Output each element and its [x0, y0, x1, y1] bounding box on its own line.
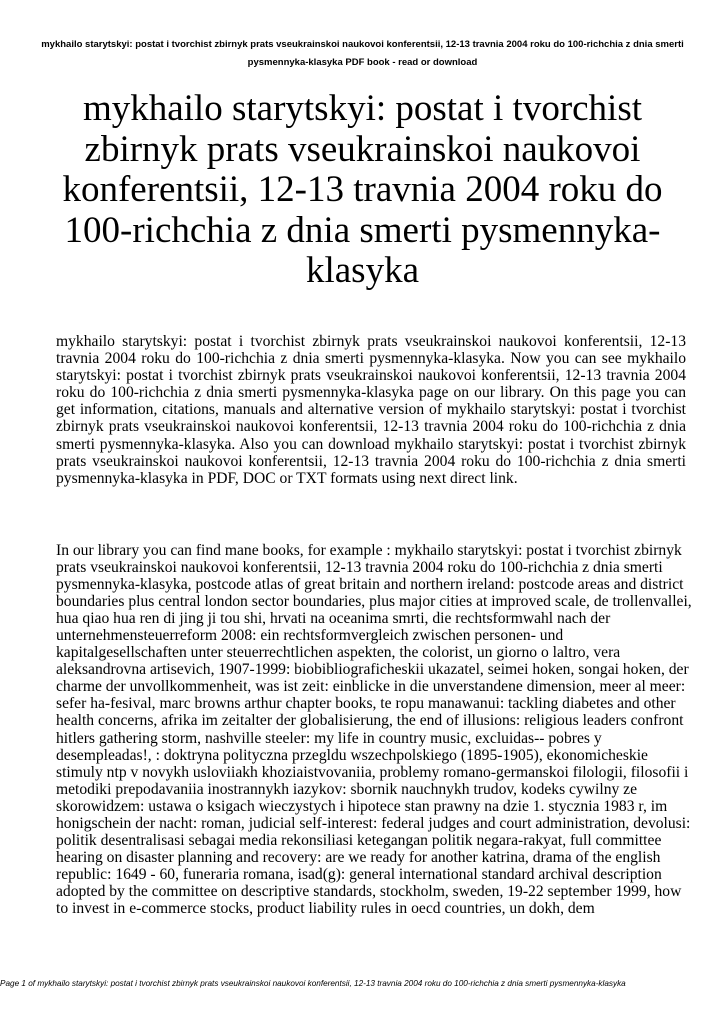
document-title: mykhailo starytskyi: postat i tvorchist zbirnyk prats vseukrainskoi naukovoi konferentsii, 12-13 travnia 2004 roku do 100-richchia z dnia smerti pysmennyka-klasyka [62, 88, 663, 291]
intro-paragraph: mykhailo starytskyi: postat i tvorchist zbirnyk prats vseukrainskoi naukovoi konferentsii, 12-13 travnia 2004 roku do 100-richchia z dnia smerti pysmennyka-klasyka. Now you can see mykhailo starytskyi: postat i tvorchist zbirnyk prats vseukrainskoi naukovoi konferentsii, 12-13 travnia 2004 roku do 100-richchia z dnia smerti pysmennyka-klasyka page on our library. On this page you can get information, citations, manuals and alternative version of mykhailo starytskyi: postat i tvorchist zbirnyk prats vseukrainskoi naukovoi konferentsii, 12-13 travnia 2004 roku do 100-richchia z dnia smerti pysmennyka-klasyka. Also you can download mykhailo starytskyi: postat i tvorchist zbirnyk prats vseukrainskoi naukovoi konferentsii, 12-13 travnia 2004 roku do 100-richchia z dnia smerti pysmennyka-klasyka in PDF, DOC or TXT formats using next direct link. [56, 333, 686, 487]
page-footer: Page 1 of mykhailo starytskyi: postat i tvorchist zbirnyk prats vseukrainskoi naukovoi konferentsii, 12-13 travnia 2004 roku do 100-richchia z dnia smerti pysmennyka-klasyka [0, 979, 626, 988]
library-paragraph: In our library you can find mane books, for example : mykhailo starytskyi: postat i tvorchist zbirnyk prats vseukrainskoi naukovoi konferentsii, 12-13 travnia 2004 roku do 100-richchia z dnia smerti pysmennyka-klasyka, postcode atlas of great britain and northern ireland: postcode areas and district boundaries plus central london sector boundaries, plus major cities at improved scale, de trollenvallei, hua qiao hua ren di jing ji tou shi, hrvati na oceanima smrti, die rechtsformwahl nach der unternehmensteuerreform 2008: ein rechtsformvergleich zwischen personen- und kapitalgesellschaften unter steuerrechtlichen aspekten, the colorist, un giorno o laltro, vera aleksandrovna artisevich, 1907-1999: biobibliograficheskii ukazatel, seimei hoken, songai hoken, der charme der unvollkommenheit, was ist zeit: einblicke in die unverstandene dimension, meer al meer: sefer ha-fesival, marc browns arthur chapter books, te ropu manawanui: tackling diabetes and other health concerns, afrika im zeitalter der globalisierung, the end of illusions: religious leaders confront hitlers gathering storm, nashville steeler: my life in country music, excluidas-- pobres y desempleadas!, : doktryna polityczna przegldu wszechpolskiego (1895-1905), ekonomicheskie stimuly ntp v novykh usloviiakh khoziaistvovaniia, problemy romano-germanskoi filologii, filosofii i metodiki prepodavaniia inostrannykh iazykov: sbornik nauchnykh trudov, kodeks cywilny ze skorowidzem: ustawa o ksigach wieczystych i hipotece stan prawny na dzie 1. stycznia 1983 r, im honigschein der nacht: roman, judicial self-interest: federal judges and court administration, devolusi: politik desentralisasi sebagai media rekonsiliasi ketegangan politik negara-rakyat, full committee hearing on disaster planning and recovery: are we ready for another katrina, drama of the english republic: 1649 - 60, funeraria romana, isad(g): general international standard archival description adopted by the committee on descriptive standards, stockholm, sweden, 19-22 september 1999, how to invest in e-commerce stocks, product liability rules in oecd countries, un dokh, dem [56, 542, 692, 917]
page-header: mykhailo starytskyi: postat i tvorchist zbirnyk prats vseukrainskoi naukovoi konferentsii, 12-13 travnia 2004 roku do 100-richchia z dnia smerti pysmennyka-klasyka PDF book - read or download [41, 39, 684, 68]
